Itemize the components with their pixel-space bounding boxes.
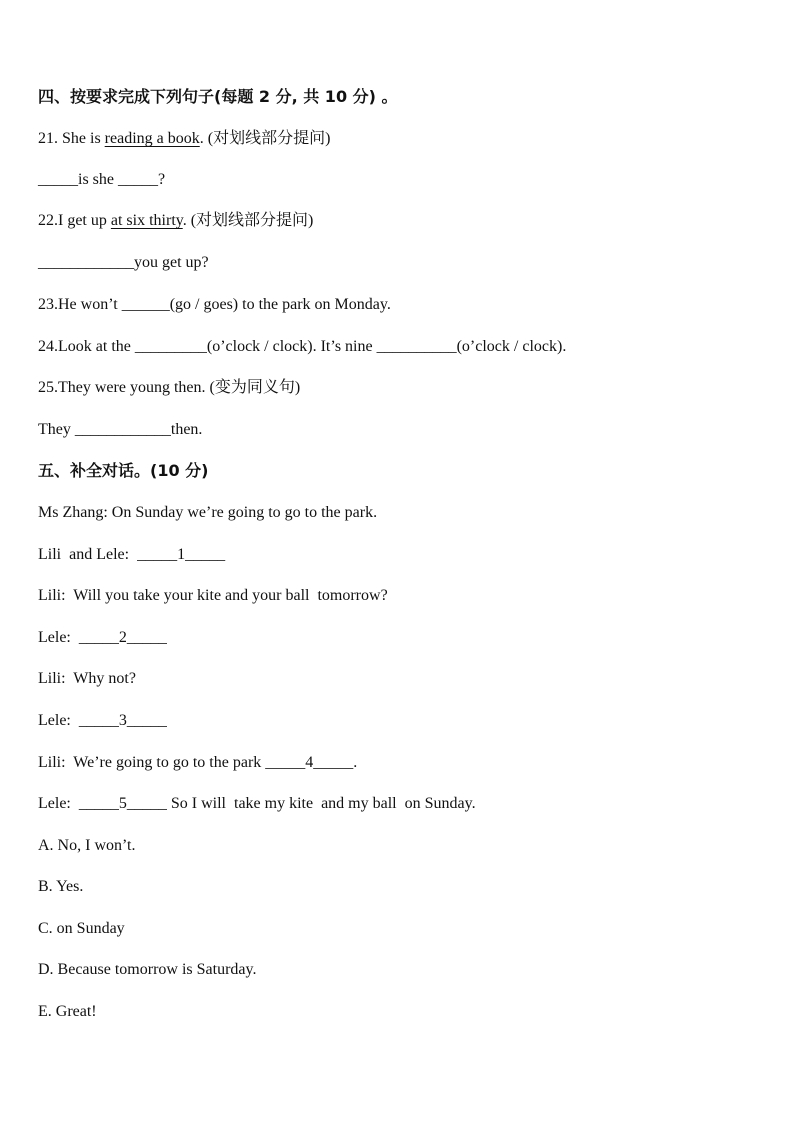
- option-b: B. Yes.: [38, 878, 84, 895]
- dialogue-text: [71, 795, 79, 812]
- option-a: A. No, I won’t.: [38, 837, 136, 854]
- speaker-name: Lili:: [38, 754, 66, 771]
- dialogue-line: [38, 710, 167, 732]
- dialogue-text: Will you take your kite and your ball tomorrow?: [65, 587, 388, 604]
- dialogue-line: [38, 585, 388, 607]
- question-23: 23.He won’t ______(go / goes) to the park on Monday.: [38, 296, 391, 313]
- dialogue-text: On Sunday we’re going to go to the park.: [107, 504, 378, 521]
- dialogue-text: [129, 546, 137, 563]
- option-c: C. on Sunday: [38, 920, 125, 937]
- option-d: D. Because tomorrow is Saturday.: [38, 961, 257, 978]
- q21-underlined: reading a book: [104, 130, 200, 147]
- dialogue-line: [38, 627, 167, 649]
- section-4-heading: 四、按要求完成下列句子(每题 2 分, 共 10 分) 。: [38, 87, 398, 106]
- dialogue-after: So I will take my kite and my ball on Sunday.: [166, 795, 476, 812]
- dialogue-text: [71, 629, 79, 646]
- question-21-answer: _____is she _____?: [38, 171, 166, 188]
- dialogue-line: [38, 544, 225, 566]
- dialogue-after: .: [353, 754, 358, 771]
- speaker-name: Lili:: [38, 587, 66, 604]
- answer-blank-3: _____3_____: [78, 712, 167, 729]
- answer-blank-1: _____1_____: [137, 546, 226, 563]
- speaker-name: Lili and Lele:: [38, 546, 130, 563]
- dialogue-line: [38, 793, 476, 815]
- speaker-name: Lele:: [38, 629, 71, 646]
- question-22: [38, 210, 313, 232]
- answer-blank-2: _____2_____: [78, 629, 167, 646]
- question-25: 25.They were young then. (变为同义句): [38, 379, 301, 396]
- question-21: [38, 128, 330, 150]
- q22-underlined: at six thirty: [110, 212, 183, 229]
- dialogue-text: We’re going to go to the park: [65, 754, 266, 771]
- speaker-name: Lele:: [38, 712, 71, 729]
- dialogue-text: [71, 712, 79, 729]
- speaker-name: Lele:: [38, 795, 71, 812]
- q21-text-post: . (对划线部分提问): [199, 130, 331, 147]
- speaker-name: Ms Zhang:: [38, 504, 108, 521]
- question-25-answer: They ____________then.: [38, 421, 203, 438]
- q22-text-pre: 22.I get up: [38, 212, 111, 229]
- answer-blank-5: _____5_____: [78, 795, 167, 812]
- answer-blank-4: _____4_____: [265, 754, 354, 771]
- dialogue-text: Why not?: [65, 670, 136, 687]
- dialogue-line: [38, 502, 377, 524]
- speaker-name: Lili:: [38, 670, 66, 687]
- section-5-heading: 五、补全对话。(10 分): [38, 461, 209, 480]
- q21-text-pre: 21. She is: [38, 130, 105, 147]
- dialogue-line: [38, 668, 136, 690]
- question-22-answer: ____________you get up?: [38, 254, 209, 271]
- option-e: E. Great!: [38, 1003, 97, 1020]
- dialogue-line: [38, 752, 357, 774]
- q22-text-post: . (对划线部分提问): [182, 212, 314, 229]
- question-24: 24.Look at the _________(o’clock / clock). It’s nine __________(o’clock / clock).: [38, 338, 567, 355]
